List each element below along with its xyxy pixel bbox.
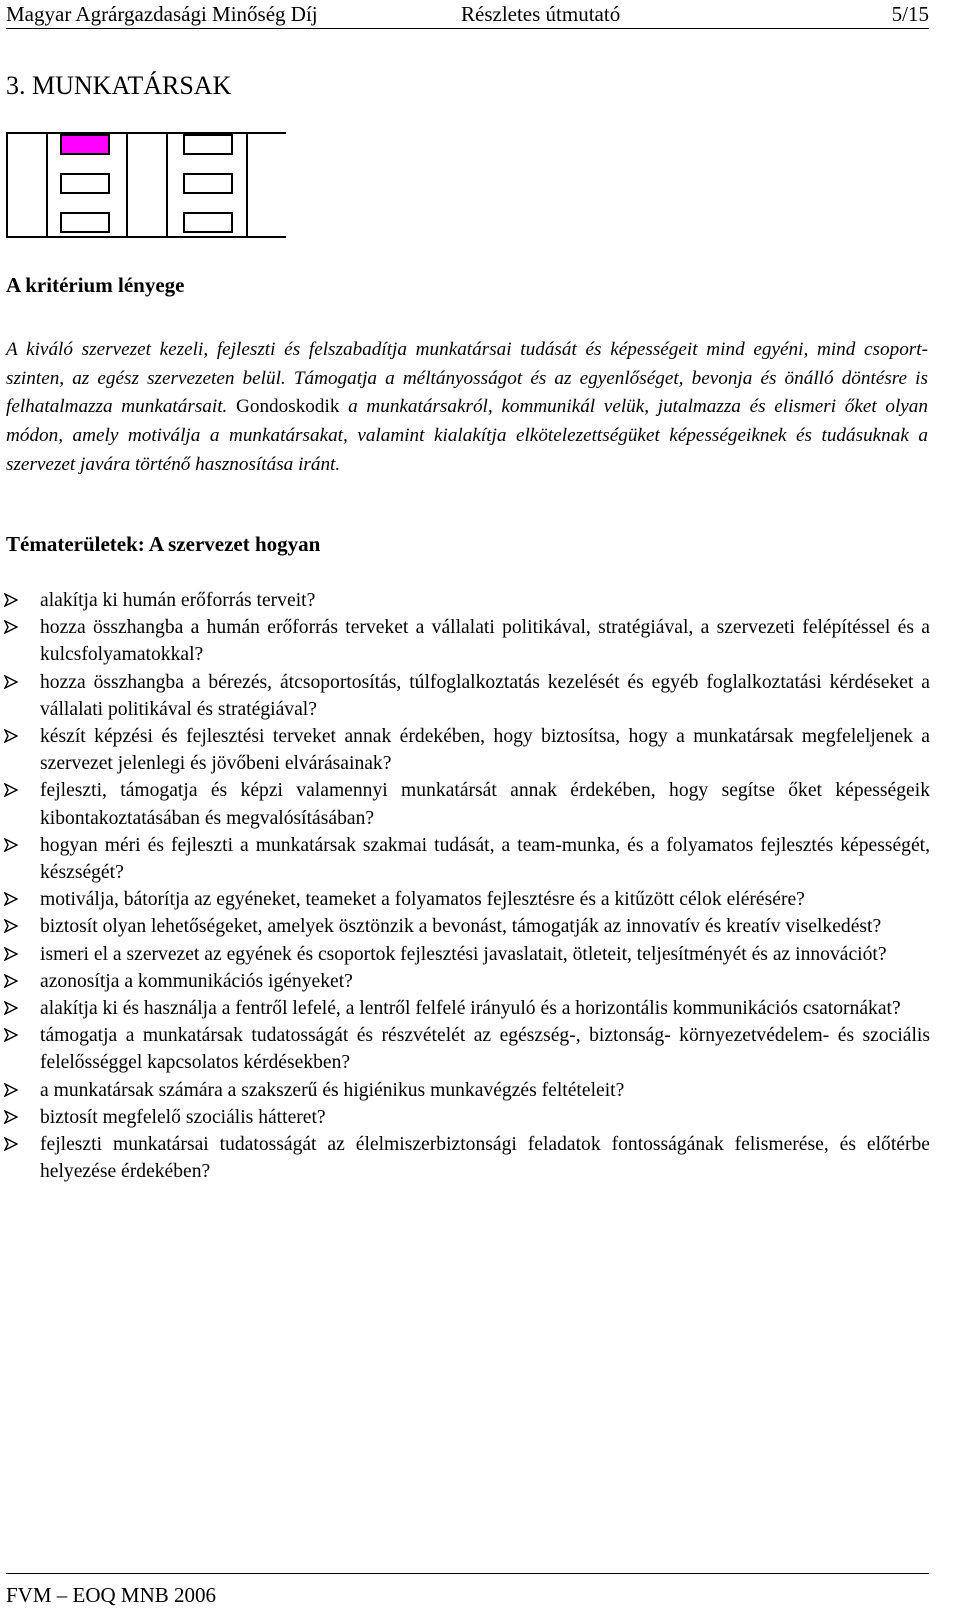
topic-item-text: készít képzési és fejlesztési terveket annak érdekében, hogy biztosítsa, hogy a munkatársak megfeleljenek a szervezet jelenlegi és jövőbeni elvárásainak?	[40, 726, 930, 775]
topics-list	[0, 587, 930, 1185]
arrowhead-bullet-icon	[4, 593, 18, 607]
model-leadership-box	[7, 133, 47, 237]
topic-item-text: fejleszti munkatársai tudatosságát az élelmiszerbiztonsági feladatok fontosságának felismerése, és előtérbe helyezése érdekében?	[40, 1134, 930, 1183]
topic-item	[0, 1022, 930, 1076]
topic-item-text: támogatja a munkatársak tudatosságát és részvételét az egészség-, biztonság- környezetvédelem- és szociális felelősséggel kapcsolatos kérdésekben?	[40, 1025, 930, 1074]
model-partnership-box	[61, 213, 109, 232]
essence-heading: A kritérium lényege	[6, 273, 185, 297]
topic-item-text: biztosít olyan lehetőségeket, amelyek ösztönzik a bevonást, támogatják az innovatív és kreatív viselkedést?	[40, 916, 882, 938]
arrowhead-bullet-icon	[4, 892, 18, 906]
arrowhead-bullet-icon	[4, 974, 18, 988]
arrowhead-bullet-icon	[4, 1083, 18, 1097]
page-header	[6, 0, 929, 29]
topic-item-text: a munkatársak számára a szakszerű és higiénikus munkavégzés feltételeit?	[40, 1079, 625, 1101]
topic-item	[0, 913, 930, 940]
header-page-number: 5/15	[891, 2, 929, 26]
essence-paragraph	[6, 336, 928, 480]
topic-item-text: motiválja, bátorítja az egyéneket, teameket a folyamatos fejlesztésre és a kitűzött célok elérésére?	[40, 889, 805, 911]
topic-item	[0, 1104, 930, 1131]
topic-item	[0, 941, 930, 968]
topic-item-text: hogyan méri és fejleszti a munkatársak szakmai tudását, a team-munka, és a folyamatos fejlesztés képességét, készségét?	[40, 834, 930, 884]
page-footer: FVM – EOQ MNB 2006	[6, 1583, 217, 1607]
topic-item-text: alakítja ki és használja a fentről lefelé, a lentről felfelé irányuló és a horizontális kommunikációs csatornákat?	[40, 998, 901, 1020]
arrowhead-bullet-icon	[4, 1110, 18, 1124]
model-people-results-box	[184, 135, 232, 154]
topic-item	[0, 614, 930, 668]
topic-item-text: alakítja ki humán erőforrás terveit?	[40, 590, 316, 611]
model-policy-box	[61, 174, 109, 193]
arrowhead-bullet-icon	[4, 675, 18, 689]
topic-item	[0, 968, 930, 995]
model-processes-box	[127, 133, 167, 237]
model-results-group-box	[167, 133, 247, 237]
arrowhead-bullet-icon	[4, 620, 18, 634]
topic-item	[0, 587, 930, 614]
arrowhead-bullet-icon	[4, 838, 18, 852]
arrowhead-bullet-icon	[4, 783, 18, 797]
model-diagram-svg	[6, 129, 286, 239]
footer-rule	[6, 1573, 929, 1574]
essence-text-2: Gondoskodik	[227, 396, 340, 418]
topic-item-text: hozza összhangba a bérezés, átcsoportosítás, túlfoglalkoztatás kezelését és egyéb foglalkoztatási kérdéseket a vállalati politikával és stratégiával?	[40, 671, 930, 720]
topic-item	[0, 723, 930, 777]
header-document-title: Részletes útmutató	[461, 2, 621, 26]
excellence-model-diagram	[6, 129, 286, 239]
header-award-title: Magyar Agrárgazdasági Minőség Díj	[6, 2, 318, 26]
topics-heading: Tématerületek: A szervezet hogyan	[6, 532, 321, 556]
topic-item-text: hozza összhangba a humán erőforrás terveket a vállalati politikával, stratégiával, a szervezeti felépítéssel és a kulcsfolyamatokkal?	[40, 617, 930, 666]
topic-item-text: azonosítja a kommunikációs igényeket?	[40, 970, 353, 992]
topic-item	[0, 995, 930, 1022]
arrowhead-bullet-icon	[4, 947, 18, 961]
topic-item-text: fejleszti, támogatja és képzi valamennyi munkatársát annak érdekében, hogy segítse őket képességeik kibontakoztatásában és megvalósításában?	[40, 780, 930, 829]
model-customer-results-box	[184, 174, 232, 193]
model-society-results-box	[184, 213, 232, 232]
topic-item-text: ismeri el a szervezet az egyének és csoportok fejlesztési javaslatait, ötleteit, teljesítményét és az innovációt?	[40, 943, 887, 965]
topic-item	[0, 1131, 930, 1185]
essence-text-3: a munkatársakról, kommunikál velük, jutalmazza és elismeri őket olyan módon, amely motiválja a munkatársakat, valamint kialakítja elkötelezettségüket képességeiknek és tudásuknak a szervezet javára történő hasznosítása iránt.	[6, 396, 928, 475]
arrowhead-bullet-icon	[4, 1001, 18, 1015]
essence-text-1: A kiváló szervezet kezeli, fejleszti és felszabadítja munkatársai tudását és képességeit mind egyéni, mind csoport-szinten, az egész szervezeten belül. Támogatja a méltányosságot és az egyenlőséget, bevonja és önálló döntésre is felhatalmazza munkatársait.	[6, 339, 928, 418]
arrowhead-bullet-icon	[4, 919, 18, 933]
section-title: 3. MUNKATÁRSAK	[6, 71, 232, 100]
model-highlight-people	[61, 135, 109, 154]
topic-item	[0, 669, 930, 723]
topic-item	[0, 1077, 930, 1104]
arrowhead-bullet-icon	[4, 1028, 18, 1042]
arrowhead-bullet-icon	[4, 729, 18, 743]
arrowhead-bullet-icon	[4, 1137, 18, 1151]
topic-item	[0, 777, 930, 831]
topic-item-text: biztosít megfelelő szociális hátteret?	[40, 1106, 326, 1128]
topic-item	[0, 886, 930, 913]
model-key-results-box	[247, 133, 286, 237]
topic-item	[0, 832, 930, 886]
